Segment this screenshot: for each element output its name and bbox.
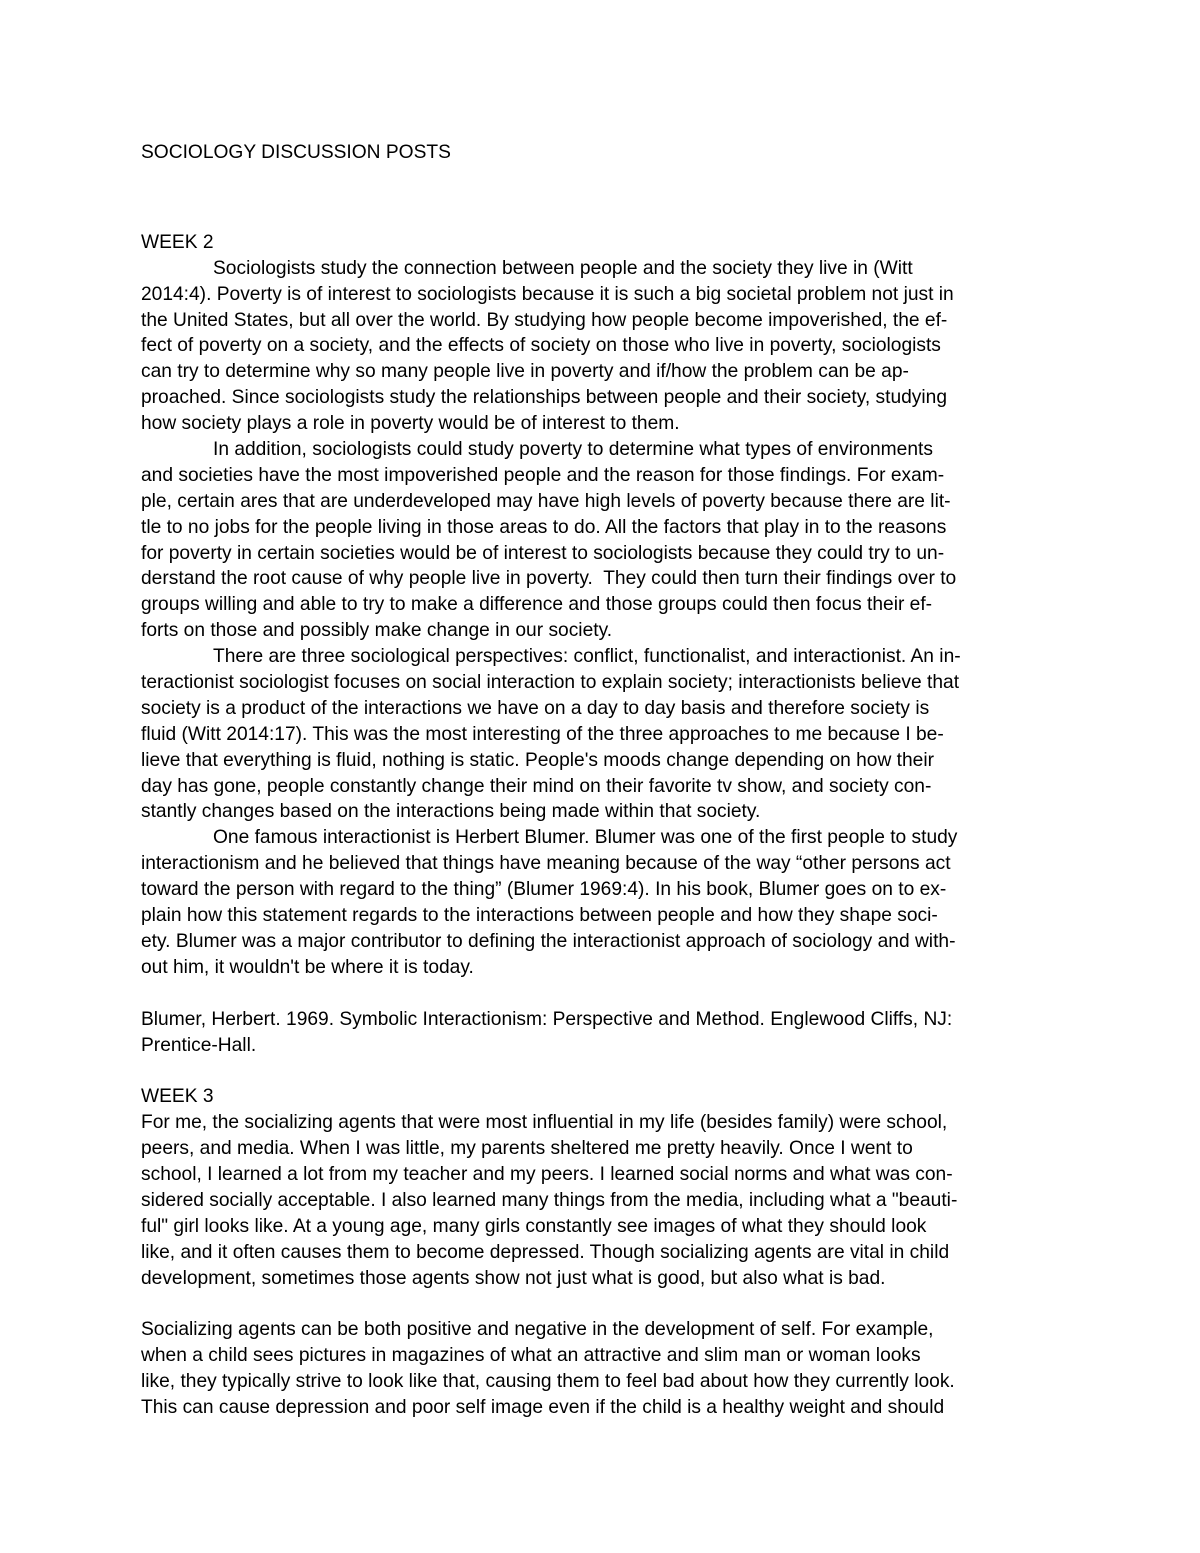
week2-paragraph-4 [141, 825, 1061, 980]
paragraph-line: and societies have the most impoverished people and the reason for those findings. For exam- [141, 464, 945, 486]
reference-line: Prentice-Hall. [141, 1034, 257, 1056]
paragraph-line: forts on those and possibly make change in our society. [141, 620, 613, 642]
paragraph-line: like, they typically strive to look like that, causing them to feel bad about how they currently look. [141, 1371, 955, 1393]
paragraph-line: fect of poverty on a society, and the effects of society on those who live in poverty, sociologists [141, 335, 941, 357]
paragraph-line: teractionist sociologist focuses on social interaction to explain society; interactionists believe that [141, 672, 960, 694]
week2-heading: WEEK 2 [141, 231, 214, 253]
paragraph-line: derstand the root cause of why people live in poverty. They could then turn their findings over to [141, 568, 957, 590]
paragraph-line: toward the person with regard to the thing” (Blumer 1969:4). In his book, Blumer goes on to ex- [141, 879, 947, 901]
paragraph-line: interactionism and he believed that things have meaning because of the way “other persons act [141, 853, 951, 875]
paragraph-line: out him, it wouldn't be where it is today. [141, 956, 474, 978]
paragraph-line: ple, certain ares that are underdeveloped may have high levels of poverty because there are lit- [141, 490, 951, 512]
paragraph-line: school, I learned a lot from my teacher and my peers. I learned social norms and what was con- [141, 1163, 953, 1185]
week3-paragraph-1 [141, 1110, 1061, 1291]
paragraph-line: how society plays a role in poverty would be of interest to them. [141, 413, 680, 435]
paragraph-line: plain how this statement regards to the interactions between people and how they shape soci- [141, 905, 938, 927]
paragraph-line: can try to determine why so many people live in poverty and if/how the problem can be ap- [141, 361, 909, 383]
paragraph-line: sidered socially acceptable. I also learned many things from the media, including what a "beauti- [141, 1189, 958, 1211]
paragraph-line: In addition, sociologists could study poverty to determine what types of environments [213, 439, 933, 461]
paragraph-line: proached. Since sociologists study the relationships between people and their society, studying [141, 387, 948, 409]
paragraph-line: society is a product of the interactions we have on a day to day basis and therefore society is [141, 697, 930, 719]
paragraph-line: fluid (Witt 2014:17). This was the most interesting of the three approaches to me because I be- [141, 723, 944, 745]
paragraph-line: like, and it often causes them to become depressed. Though socializing agents are vital in child [141, 1241, 950, 1263]
week2-paragraph-2 [141, 437, 1061, 644]
paragraph-line: groups willing and able to try to make a difference and those groups could then focus their ef- [141, 594, 933, 616]
paragraph-line: the United States, but all over the world. By studying how people become impoverished, the ef- [141, 309, 948, 331]
paragraph-line: This can cause depression and poor self image even if the child is a healthy weight and should [141, 1396, 945, 1418]
paragraph-line: day has gone, people constantly change their mind on their favorite tv show, and society con- [141, 775, 932, 797]
paragraph-line: ety. Blumer was a major contributor to defining the interactionist approach of sociology and with- [141, 930, 956, 952]
paragraph-line: for poverty in certain societies would be of interest to sociologists because they could try to un- [141, 542, 945, 564]
document-title: SOCIOLOGY DISCUSSION POSTS [141, 142, 451, 163]
paragraph-line: tle to no jobs for the people living in those areas to do. All the factors that play in to the reasons [141, 516, 947, 538]
paragraph-line: when a child sees pictures in magazines of what an attractive and slim man or woman looks [141, 1345, 921, 1367]
paragraph-line: Socializing agents can be both positive and negative in the development of self. For example, [141, 1319, 934, 1341]
paragraph-line: 2014:4). Poverty is of interest to sociologists because it is such a big societal problem not just in [141, 283, 954, 305]
paragraph-line: stantly changes based on the interactions being made within that society. [141, 801, 761, 823]
paragraph-line: There are three sociological perspectives: conflict, functionalist, and interactionist. An in- [213, 646, 961, 668]
week2-paragraph-3 [141, 644, 1061, 825]
week2-paragraph-1 [141, 256, 1061, 437]
paragraph-line: One famous interactionist is Herbert Blumer. Blumer was one of the first people to study [213, 827, 958, 849]
paragraph-line: ful" girl looks like. At a young age, many girls constantly see images of what they should look [141, 1215, 927, 1237]
document-body [141, 140, 1061, 1421]
paragraph-line: development, sometimes those agents show not just what is good, but also what is bad. [141, 1267, 886, 1289]
paragraph-line: peers, and media. When I was little, my parents sheltered me pretty heavily. Once I went to [141, 1138, 913, 1160]
paragraph-line: Sociologists study the connection between people and the society they live in (Witt [213, 257, 913, 279]
week2-reference [141, 1007, 1061, 1059]
paragraph-line: lieve that everything is fluid, nothing is static. People's moods change depending on how their [141, 749, 934, 771]
paragraph-line: For me, the socializing agents that were most influential in my life (besides family) were school, [141, 1112, 948, 1134]
week3-heading: WEEK 3 [141, 1086, 214, 1108]
week3-paragraph-2 [141, 1317, 1061, 1421]
reference-line: Blumer, Herbert. 1969. Symbolic Interactionism: Perspective and Method. Englewood Cliffs, NJ: [141, 1008, 953, 1030]
